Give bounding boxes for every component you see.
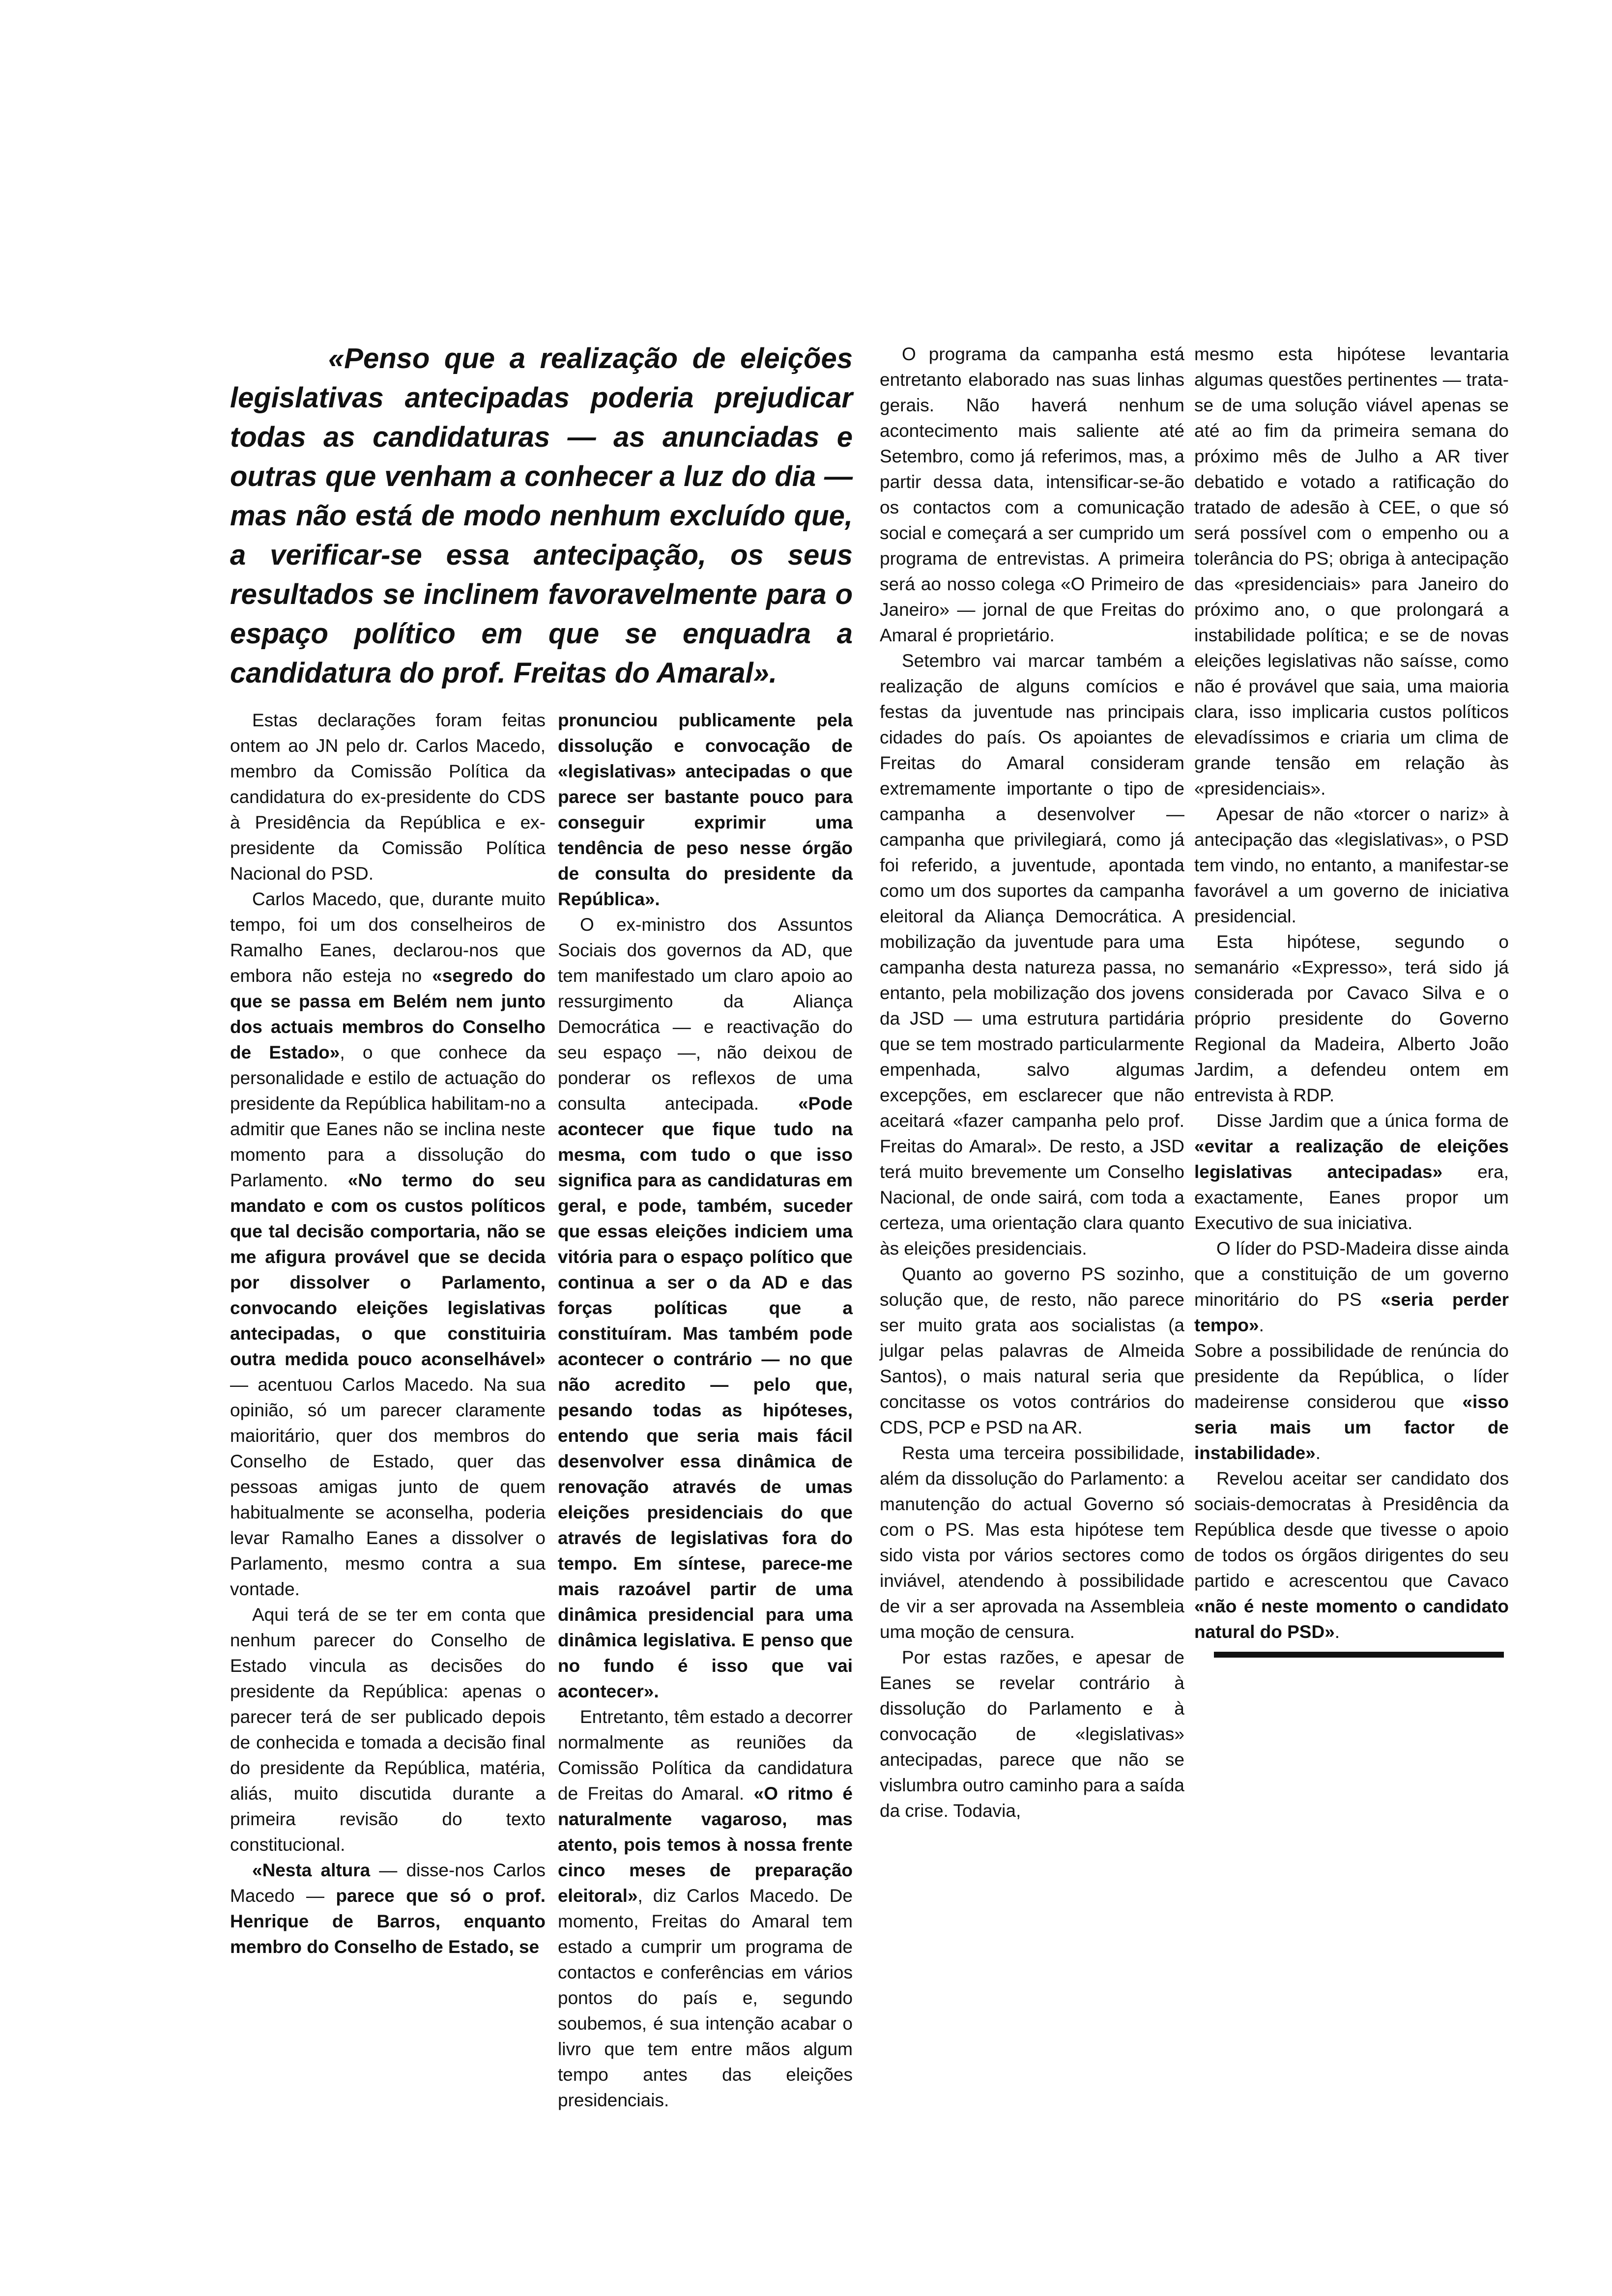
body-text: , diz Carlos Macedo. De momento, Freitas do Amaral tem estado a cumprir um programa de contactos e conferências em vários pontos do país e, segundo soubemos, é sua intenção acabar o livro que tem entre mãos algum tempo antes das eleições presidenciais. <box>558 1886 853 2110</box>
article-paragraph <box>880 648 1184 1262</box>
body-text: Entretanto, têm estado a decorrer normalmente as reuniões da Comissão Política da candidatura de Freitas do Amaral. <box>558 1707 853 1804</box>
article-paragraph <box>230 1602 546 1858</box>
bold-quote-text: «O ritmo é naturalmente vagaroso, mas atento, pois temos à nossa frente cinco meses de preparação eleitoral» <box>558 1783 853 1906</box>
article-paragraph <box>1194 929 1509 1108</box>
left-columns-row <box>230 708 853 2113</box>
body-text: Setembro vai marcar também a realização de alguns comícios e festas da juventude nas principais cidades do país. Os apoiantes de Freitas do Amaral consideram extremamente importante o tipo de campanha a desenvolver — campanha que privilegiará, como já foi referido, a juventude, apontada como um dos suportes da campanha eleitoral da Aliança Democrática. A mobilização da juventude para uma campanha desta natureza passa, no entanto, pela mobilização dos jovens da JSD — uma estrutura partidária que se tem mostrado particularmente empenhada, salvo algumas excepções, em esclarecer que não aceitará «fazer campanha pelo prof. Freitas do Amaral». De resto, a JSD terá muito brevemente um Conselho Nacional, de onde sairá, com toda a certeza, uma orientação clara quanto às eleições presidenciais. <box>880 651 1184 1259</box>
article-paragraph <box>230 1858 546 1960</box>
body-text: Resta uma terceira possibilidade, além da dissolução do Parlamento: a manutenção do actual Governo só com o PS. Mas esta hipótese tem sido vista por vários sectores como inviável, atendendo à possibilidade de vir a ser aprovada na Assembleia uma moção de censura. <box>880 1443 1184 1642</box>
article-paragraph <box>1194 1108 1509 1236</box>
article-paragraph <box>558 912 853 1704</box>
article-paragraph <box>880 1262 1184 1440</box>
body-text: Estas declarações foram feitas ontem ao JN pelo dr. Carlos Macedo, membro da Comissão Política da candidatura do ex-presidente do CDS à Presidência da República e ex-presidente da Comissão Política Nacional do PSD. <box>230 710 546 884</box>
article-paragraph <box>880 1645 1184 1824</box>
body-text: , o que conhece da personalidade e estilo de actuação do presidente da República habilitam-no a admitir que Eanes não se inclina neste momento para a dissolução do Parlamento. <box>230 1042 546 1190</box>
article-paragraph <box>558 1704 853 2113</box>
article-paragraph <box>1194 1466 1509 1645</box>
bold-quote-text: «No termo do seu mandato e com os custos políticos que tal decisão comportaria, não se me afigura provável que se decida por dissolver o Parlamento, convocando eleições legislativas antecipadas, o que constituiria outra medida pouco aconselhável» <box>230 1170 546 1369</box>
body-text: Por estas razões, e apesar de Eanes se revelar contrário à dissolução do Parlamento e à convocação de «legislativas» antecipadas, parece que não se vislumbra outro caminho para a saída da crise. Todavia, <box>880 1647 1184 1821</box>
bold-quote-text: «Nesta altura <box>252 1860 371 1880</box>
bold-quote-text: «Pode acontecer que fique tudo na mesma, com tudo o que isso significa para as candidaturas em geral, e pode, também, suceder que essas eleições indiciem uma vitória para o espaço político que continua a ser o da AD e das forças políticas que a constituíram. Mas também pode acontecer o contrário — no que não acredito — pelo que, pesando todas as hipóteses, entendo que seria mais fácil desenvolver essa dinâmica de renovação através de umas eleições presidenciais do que através de legislativas fora do tempo. Em síntese, parece-me mais razoável partir de uma dinâmica presidencial para uma dinâmica legislativa. E penso que no fundo é isso que vai acontecer». <box>558 1093 853 1701</box>
body-text: Revelou aceitar ser candidato dos sociais-democratas à Presidência da República desde que tivesse o apoio de todos os órgãos dirigentes do seu partido e acrescentou que Cavaco <box>1194 1468 1509 1591</box>
article-paragraph <box>1194 802 1509 929</box>
article-column-2 <box>558 708 853 2113</box>
body-text: O ex-ministro dos Assuntos Sociais dos governos da AD, que tem manifestado um claro apoio ao ressurgimento da Aliança Democrática — e reactivação do seu espaço —, não deixou de ponderar os reflexos de uma consulta antecipada. <box>558 915 853 1114</box>
body-text: Disse Jardim que a única forma de <box>1216 1111 1509 1131</box>
article-column-1 <box>230 708 546 1960</box>
pull-quote: «Penso que a realização de eleições legislativas antecipadas poderia prejudicar todas as candidaturas — as anunciadas e outras que venham a conhecer a luz do dia — mas não está de modo nenhum excluído que, a verificar-se essa antecipação, os seus resultados se inclinem favoravelmente para o espaço político em que se enquadra a candidatura do prof. Freitas do Amaral». <box>230 343 853 689</box>
article-paragraph <box>1194 342 1509 802</box>
body-text: Quanto ao governo PS sozinho, solução que, de resto, não parece ser muito grata aos socialistas (a julgar pelas palavras de Almeida Santos), o mais natural seria que concitasse os votos contrários do CDS, PCP e PSD na AR. <box>880 1264 1184 1437</box>
article-column-3 <box>880 342 1184 1824</box>
body-text: Apesar de não «torcer o nariz» à antecipação das «legislativas», o PSD tem vindo, no entanto, a manifestar-se favorável a um governo de iniciativa presidencial. <box>1194 804 1509 926</box>
article-paragraph <box>558 708 853 912</box>
body-text: Aqui terá de se ter em conta que nenhum parecer do Conselho de Estado vincula as decisões do presidente da República: apenas o parecer terá de ser publicado depois de conhecida e tomada a decisão final do presidente da República, matéria, aliás, muito discutida durante a primeira revisão do texto constitucional. <box>230 1605 546 1855</box>
body-text: O líder do PSD-Madeira disse ainda que a constituição de um governo minoritário do PS <box>1194 1238 1509 1310</box>
body-text: era, exactamente, Eanes propor um Executivo de sua iniciativa. <box>1194 1162 1509 1233</box>
article-paragraph <box>1194 1338 1509 1466</box>
article-paragraph <box>230 887 546 1602</box>
article-paragraph <box>880 342 1184 648</box>
article-end-rule <box>1214 1652 1504 1658</box>
body-text: . <box>1259 1315 1264 1335</box>
bold-quote-text: parece que só o prof. Henrique de Barros, enquanto membro do Conselho de Estado, se <box>230 1886 546 1957</box>
bold-quote-text: «segredo do que se passa em Belém nem junto dos actuais membros do Conselho de Estado» <box>230 966 546 1062</box>
article-column-4 <box>1194 342 1509 1658</box>
body-text: — acentuou Carlos Macedo. Na sua opinião, só um parecer claramente maioritário, quer dos membros do Conselho de Estado, quer das pessoas amigas junto de quem habitualmente se aconselha, poderia levar Ramalho Eanes a dissolver o Parlamento, mesmo contra a sua vontade. <box>230 1375 546 1599</box>
quote-and-left-columns <box>230 339 853 2113</box>
bold-quote-text: «evitar a realização de eleições legislativas antecipadas» <box>1194 1136 1509 1182</box>
article-paragraph <box>880 1440 1184 1645</box>
body-text: O programa da campanha está entretanto elaborado nas suas linhas gerais. Não haverá nenhum acontecimento mais saliente até Setembro, como já referimos, mas, a partir dessa data, intensificar-se-ão os contactos com a comunicação social e começará a ser cumprido um programa de entrevistas. A primeira será ao nosso colega «O Primeiro de Janeiro» — jornal de que Freitas do Amaral é proprietário. <box>880 344 1184 645</box>
bold-quote-text: «seria perder tempo» <box>1194 1290 1509 1335</box>
article-paragraph <box>230 708 546 887</box>
body-text: — disse-nos Carlos Macedo — <box>230 1860 546 1906</box>
bold-quote-text: pronunciou publicamente pela dissolução e convocação de «legislativas» antecipadas o que parece ser bastante pouco para conseguir exprimir uma tendência de peso nesse órgão de consulta do presidente da República». <box>558 710 853 909</box>
body-text: Carlos Macedo, que, durante muito tempo, foi um dos conselheiros de Ramalho Eanes, declarou-nos que embora não esteja no <box>230 889 546 986</box>
bold-quote-text: «isso seria mais um factor de instabilidade» <box>1194 1392 1509 1463</box>
body-text: . <box>1315 1443 1321 1463</box>
body-text: Sobre a possibilidade de renúncia do presidente da República, o líder madeirense considerou que <box>1194 1341 1509 1412</box>
body-text: mesmo esta hipótese levantaria algumas questões pertinentes — trata-se de uma solução viável apenas se até ao fim da primeira semana do próximo mês de Julho a AR tiver debatido e votado a ratificação do tratado de adesão à CEE, o que só será possível com o empenho ou a tolerância do PS; obriga à antecipação das «presidenciais» para Janeiro do próximo ano, o que prolongará a instabilidade política; e se de novas eleições legislativas não saísse, como não é provável que saia, uma maioria clara, isso implicaria custos políticos elevadíssimos e criaria um clima de grande tensão em relação às «presidenciais». <box>1194 344 1509 799</box>
body-text: Esta hipótese, segundo o semanário «Expresso», terá sido já considerada por Cavaco Silva e o próprio presidente do Governo Regional da Madeira, Alberto João Jardim, a defendeu ontem em entrevista à RDP. <box>1194 932 1509 1105</box>
bold-quote-text: «não é neste momento o candidato natural do PSD» <box>1194 1596 1509 1642</box>
article-paragraph <box>1194 1236 1509 1338</box>
body-text: . <box>1334 1622 1340 1642</box>
